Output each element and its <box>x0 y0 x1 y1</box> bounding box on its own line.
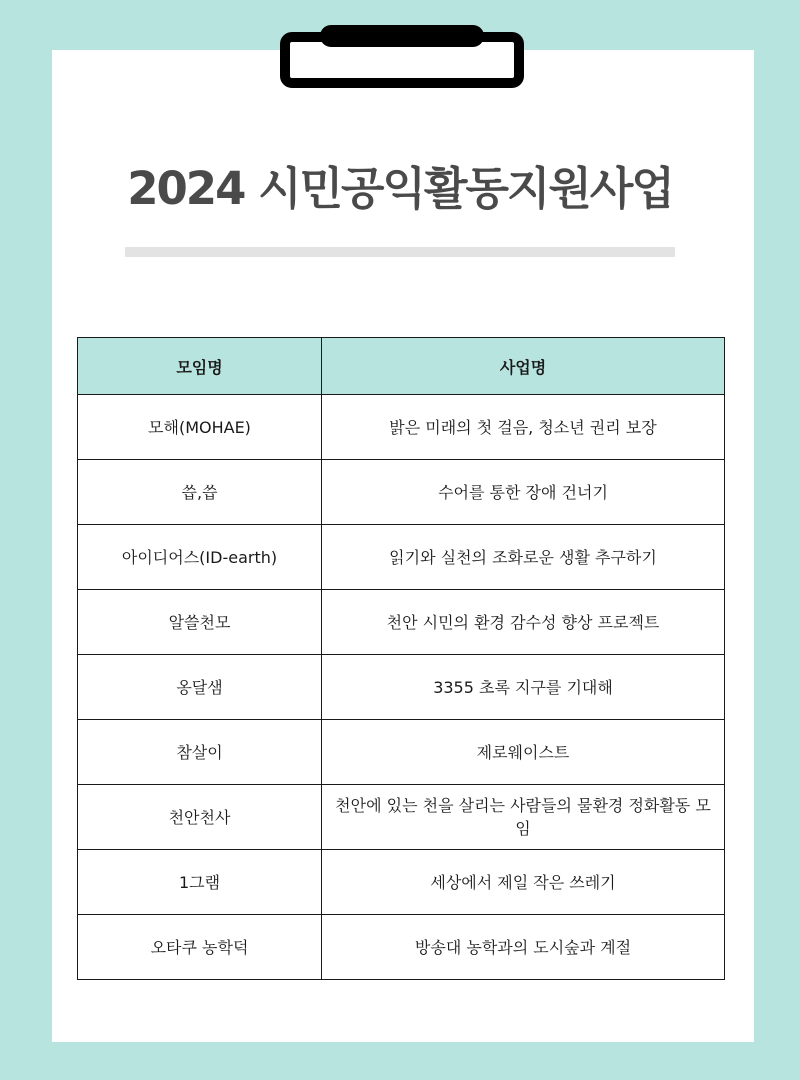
column-header-group-name: 모임명 <box>78 338 322 395</box>
table-row <box>78 395 725 460</box>
table-row <box>78 850 725 915</box>
group-name-cell: 아이디어스(ID-earth) <box>78 525 322 590</box>
table-row <box>78 590 725 655</box>
table-row <box>78 525 725 590</box>
project-name-cell: 수어를 통한 장애 건너기 <box>322 460 725 525</box>
table-row <box>78 655 725 720</box>
group-name-cell: 1그램 <box>78 850 322 915</box>
project-name-cell: 3355 초록 지구를 기대해 <box>322 655 725 720</box>
project-name-cell: 천안에 있는 천을 살리는 사람들의 물환경 정화활동 모임 <box>322 785 725 850</box>
title-divider <box>125 247 675 257</box>
clipboard-clip-tab <box>320 25 484 47</box>
group-name-cell: 모해(MOHAE) <box>78 395 322 460</box>
project-name-cell: 제로웨이스트 <box>322 720 725 785</box>
table-row <box>78 915 725 980</box>
column-header-project-name: 사업명 <box>322 338 725 395</box>
groups-table <box>77 337 725 980</box>
project-name-cell: 읽기와 실천의 조화로운 생활 추구하기 <box>322 525 725 590</box>
project-name-cell: 밝은 미래의 첫 걸음, 청소년 권리 보장 <box>322 395 725 460</box>
group-name-cell: 참살이 <box>78 720 322 785</box>
project-name-cell: 천안 시민의 환경 감수성 향상 프로젝트 <box>322 590 725 655</box>
group-name-cell: 알쓸천모 <box>78 590 322 655</box>
table-row <box>78 720 725 785</box>
group-name-cell: 옹달샘 <box>78 655 322 720</box>
project-name-cell: 방송대 농학과의 도시숲과 계절 <box>322 915 725 980</box>
group-name-cell: 천안천사 <box>78 785 322 850</box>
page-title: 2024 시민공익활동지원사업 <box>127 162 673 215</box>
project-name-cell: 세상에서 제일 작은 쓰레기 <box>322 850 725 915</box>
table-row <box>78 460 725 525</box>
table-row <box>78 785 725 850</box>
group-name-cell: 오타쿠 농학덕 <box>78 915 322 980</box>
table-header-row <box>78 338 725 395</box>
group-name-cell: 씁,씁 <box>78 460 322 525</box>
